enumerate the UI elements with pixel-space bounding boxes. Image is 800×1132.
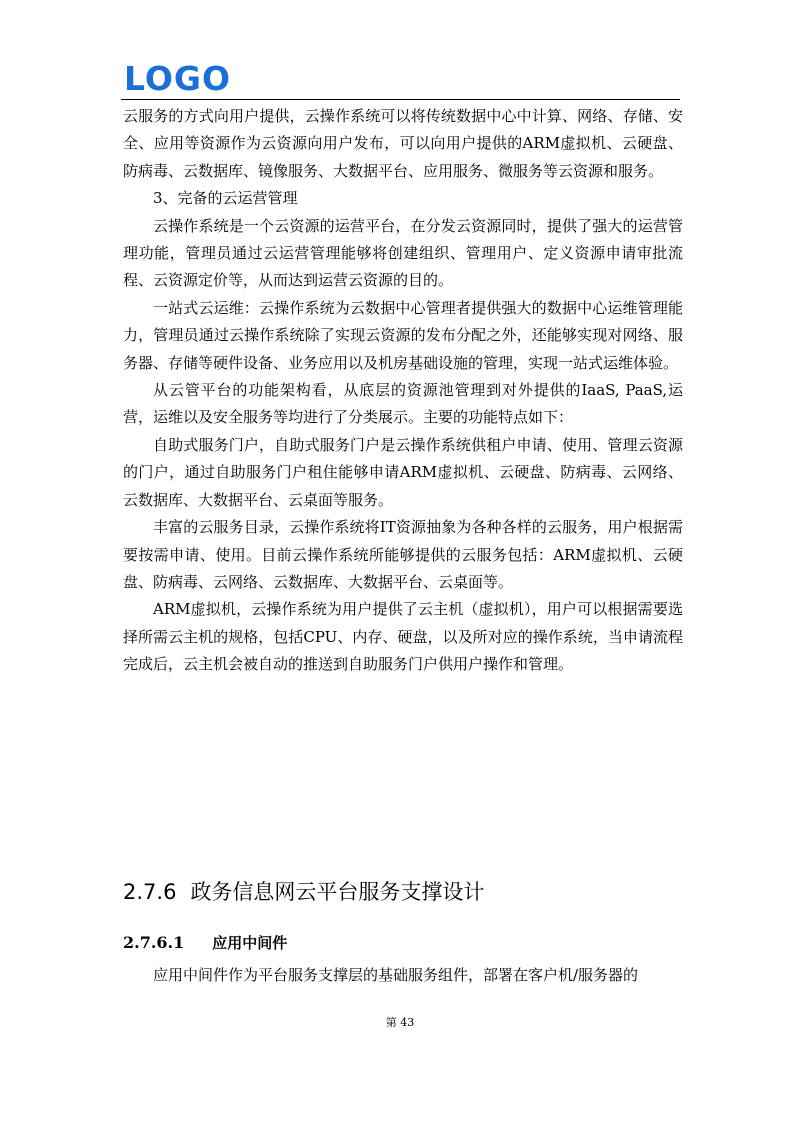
paragraph-8: ARM虚拟机，云操作系统为用户提供了云主机（虚拟机），用户可以根据需要选择所需云主机的规格，包括CPU、内存、硬盘，以及所对应的操作系统，当申请流程完成后，云主机会被自动的推送到自助服务门户供用户操作和管理。 bbox=[123, 600, 683, 674]
paragraph-2: 3、完备的云运营管理 bbox=[153, 189, 298, 208]
paragraph-1: 云服务的方式向用户提供，云操作系统可以将传统数据中心中计算、网络、存储、安全、应用等资源作为云资源向用户发布，可以向用户提供的ARM虚拟机、云硬盘、防病毒、云数据库、镜像服务、大数据平台、应用服务、微服务等云资源和服务。 bbox=[123, 107, 683, 180]
header-divider bbox=[121, 99, 680, 100]
logo: LOGO bbox=[124, 59, 232, 98]
paragraph-last: 应用中间件作为平台服务支撑层的基础服务组件，部署在客户机/服务器的 bbox=[153, 966, 639, 984]
body-text bbox=[123, 103, 683, 679]
subsection-number: 2.7.6.1 bbox=[123, 933, 185, 952]
page-number: 第 43 bbox=[385, 1016, 415, 1029]
section-title: 政务信息网云平台服务支撑设计 bbox=[190, 880, 485, 904]
paragraph-3: 云操作系统是一个云资源的运营平台，在分发云资源同时，提供了强大的运营管理功能，管理员通过云运营管理能够将创建组织、管理用户、定义资源申请审批流程、云资源定价等，从而达到运营云资源的目的。 bbox=[123, 216, 683, 290]
paragraph-7: 丰富的云服务目录，云操作系统将IT资源抽象为各种各样的云服务，用户根据需要按需申请、使用。目前云操作系统所能够提供的云服务包括：ARM虚拟机、云硬盘、防病毒、云网络、云数据库、大数据平台、云桌面等。 bbox=[123, 518, 683, 591]
paragraph-5: 从云管平台的功能架构看，从底层的资源池管理到对外提供的IaaS, PaaS,运营，运维以及安全服务等均进行了分类展示。主要的功能特点如下： bbox=[123, 381, 683, 427]
subsection-title: 应用中间件 bbox=[212, 934, 288, 952]
paragraph-4: 一站式云运维：云操作系统为云数据中心管理者提供强大的数据中心运维管理能力，管理员通过云操作系统除了实现云资源的发布分配之外，还能够实现对网络、服务器、存储等硬件设备、业务应用以及机房基础设施的管理，实现一站式运维体验。 bbox=[123, 298, 683, 372]
paragraph-6: 自助式服务门户，自助式服务门户是云操作系统供租户申请、使用、管理云资源的门户，通过自助服务门户租住能够申请ARM虚拟机、云硬盘、防病毒、云网络、云数据库、大数据平台、云桌面等服务。 bbox=[123, 435, 683, 509]
subsection-heading bbox=[123, 931, 287, 955]
section-number: 2.7.6 bbox=[123, 880, 177, 904]
section-heading bbox=[123, 877, 484, 907]
